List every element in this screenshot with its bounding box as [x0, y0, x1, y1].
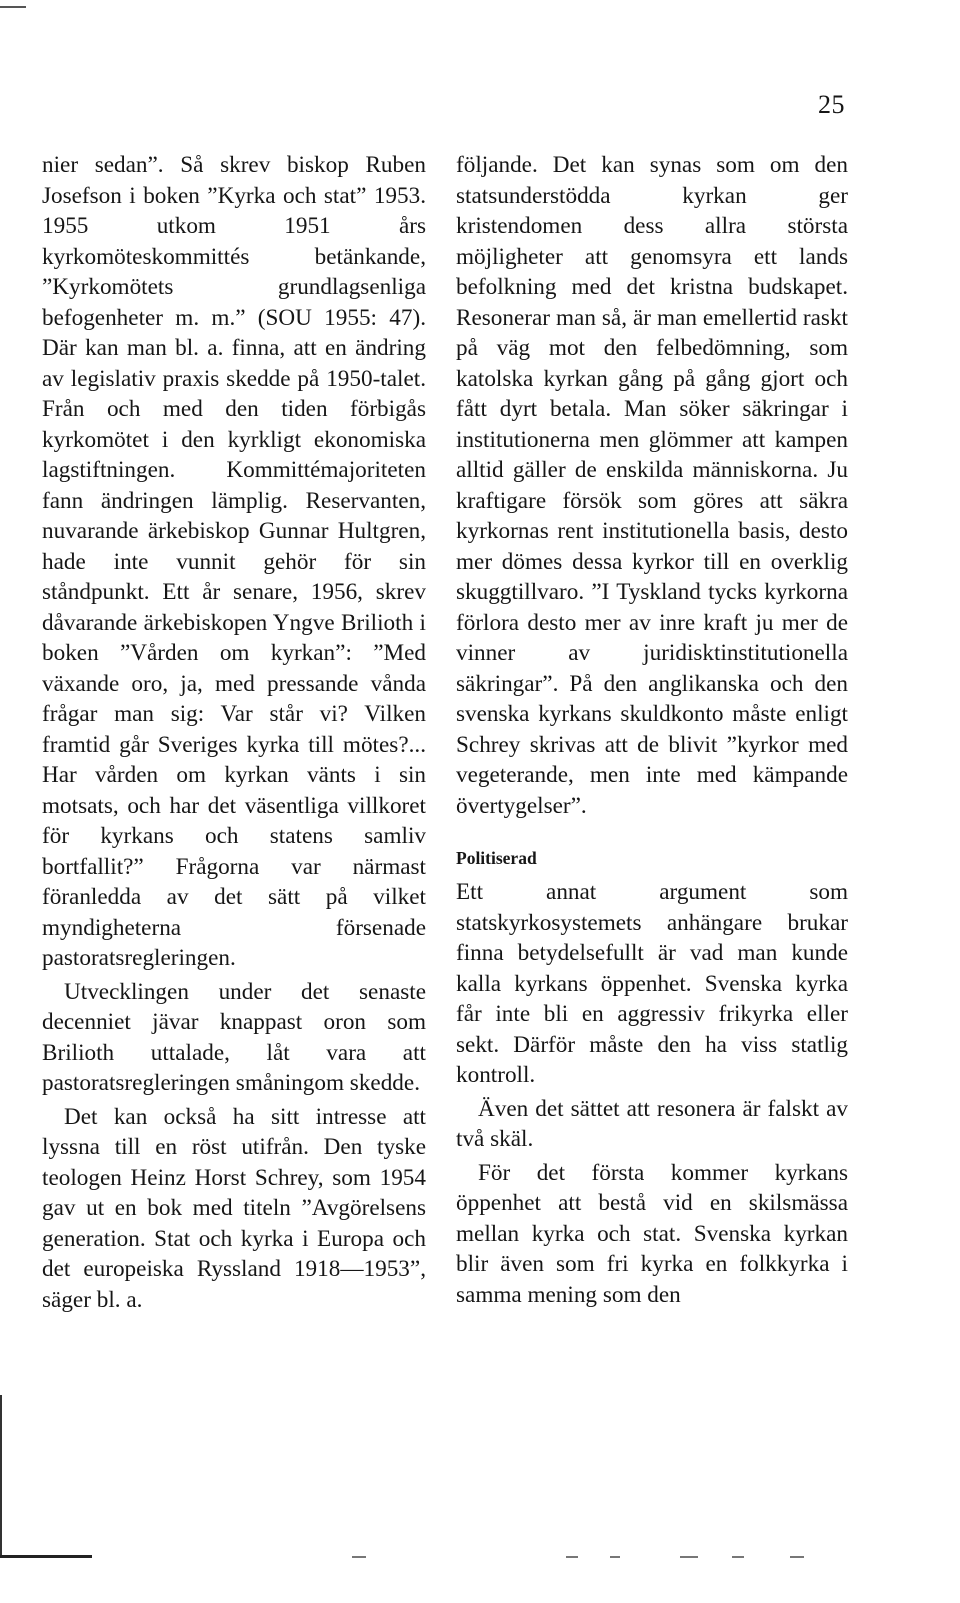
- paragraph: nier sedan”. Så skrev biskop Ruben Josefson i boken ”Kyrka och stat” 1953. 1955 utkom 1951 års kyrkomöteskommittés betänkande, ”Kyrkomötets grundlagsenliga befogenheter m. m.” (SOU 1955: 47). Där kan man bl. a. finna, att en ändring av legislativ praxis skedde på 1950-talet. Från och med den tiden förbigås kyrkomötet i den kyrkligt ekonomiska lagstiftningen. Kommittémajoriteten fann ändringen lämplig. Reservanten, nuvarande ärkebiskop Gunnar Hultgren, hade inte vunnit gehör för sin ståndpunkt. Ett år senare, 1956, skrev dåvarande ärkebiskopen Yngve Brilioth i boken ”Vården om kyrkan”: ”Med växande oro, ja, med pressande vånda frågar man sig: Var står vi? Vilken framtid går Sveriges kyrka till mötes?... Har vården om kyrkan vänts i sin motsats, och har det väsentliga villkoret för kyrkans och statens samliv bortfallit?” Frågorna var närmast föranledda av det sätt på vilket myndigheterna försenade pastoratsregleringen.: [42, 152, 426, 971]
- paragraph: Utvecklingen under det senaste decenniet jävar knappast oron som Brilioth uttalade, låt vara att pastoratsregleringen småningom skedde.: [42, 978, 426, 1096]
- scan-artifact-top-rule: [0, 6, 26, 8]
- right-text-column: [456, 150, 848, 1310]
- page-number: 25: [818, 90, 845, 119]
- paragraph: Det kan också ha sitt intresse att lyssna till en röst utifrån. Den tyske teologen Heinz Horst Schrey, som 1954 gav ut en bok med titeln ”Avgörelsens generation. Stat och kyrka i Europa och det europeiska Ryssland 1918—1953”, säger bl. a.: [42, 1103, 426, 1313]
- paragraph: Även det sättet att resonera är falskt av två skäl.: [456, 1095, 848, 1152]
- scan-artifact-dash: [732, 1556, 744, 1558]
- left-text-column: [42, 150, 426, 1315]
- scan-artifact-dash: [610, 1556, 620, 1558]
- paragraph: Ett annat argument som statskyrkosystemets anhängare brukar finna betydelsefullt är vad man kunde kalla kyrkans öppenhet. Svenska kyrka får inte bli en aggressiv frikyrka eller sekt. Därför måste den ha viss statlig kontroll.: [456, 879, 848, 1088]
- scan-artifact-dash: [352, 1556, 366, 1558]
- paragraph: följande. Det kan synas som om den statsunderstödda kyrkan ger kristendomen dess allra största möjligheter att genomsyra ett lands befolkning med det kristna budskapet. Resonerar man så, är man emellertid raskt på väg mot den felbedömning, som katolska kyrkan gång på gång gjort och fått dyrt betala. Man söker säkringar i institutionerna men glömmer att kampen alltid gäller de enskilda människorna. Ju kraftigare försök som göres att säkra kyrkornas rent institutionella basis, desto mer dömes dessa kyrkor till en overklig skuggtillvaro. ”I Tyskland tycks kyrkorna förlora desto mer av inre kraft ju mer de vinner av juridisktinstitutionella säkringar”. På den anglikanska och den svenska kyrkans skuldkonto måste enligt Schrey skrivas att de blivit ”kyrkor med vegeterande, men inte med kämpande övertygelser”.: [456, 152, 848, 819]
- section-heading: Politiserad: [456, 848, 537, 868]
- scan-artifact-dash: [790, 1556, 804, 1558]
- paragraph: För det första kommer kyrkans öppenhet att bestå vid en skilsmässa mellan kyrka och stat. Svenska kyrkan blir även som fri kyrka en folkkyrka i samma mening som den: [456, 1159, 848, 1308]
- scan-artifact-left-edge: [0, 1395, 2, 1555]
- scan-artifact-bottom-rule: [0, 1555, 92, 1558]
- scan-artifact-dash: [680, 1556, 698, 1558]
- scan-artifact-dash: [566, 1556, 578, 1558]
